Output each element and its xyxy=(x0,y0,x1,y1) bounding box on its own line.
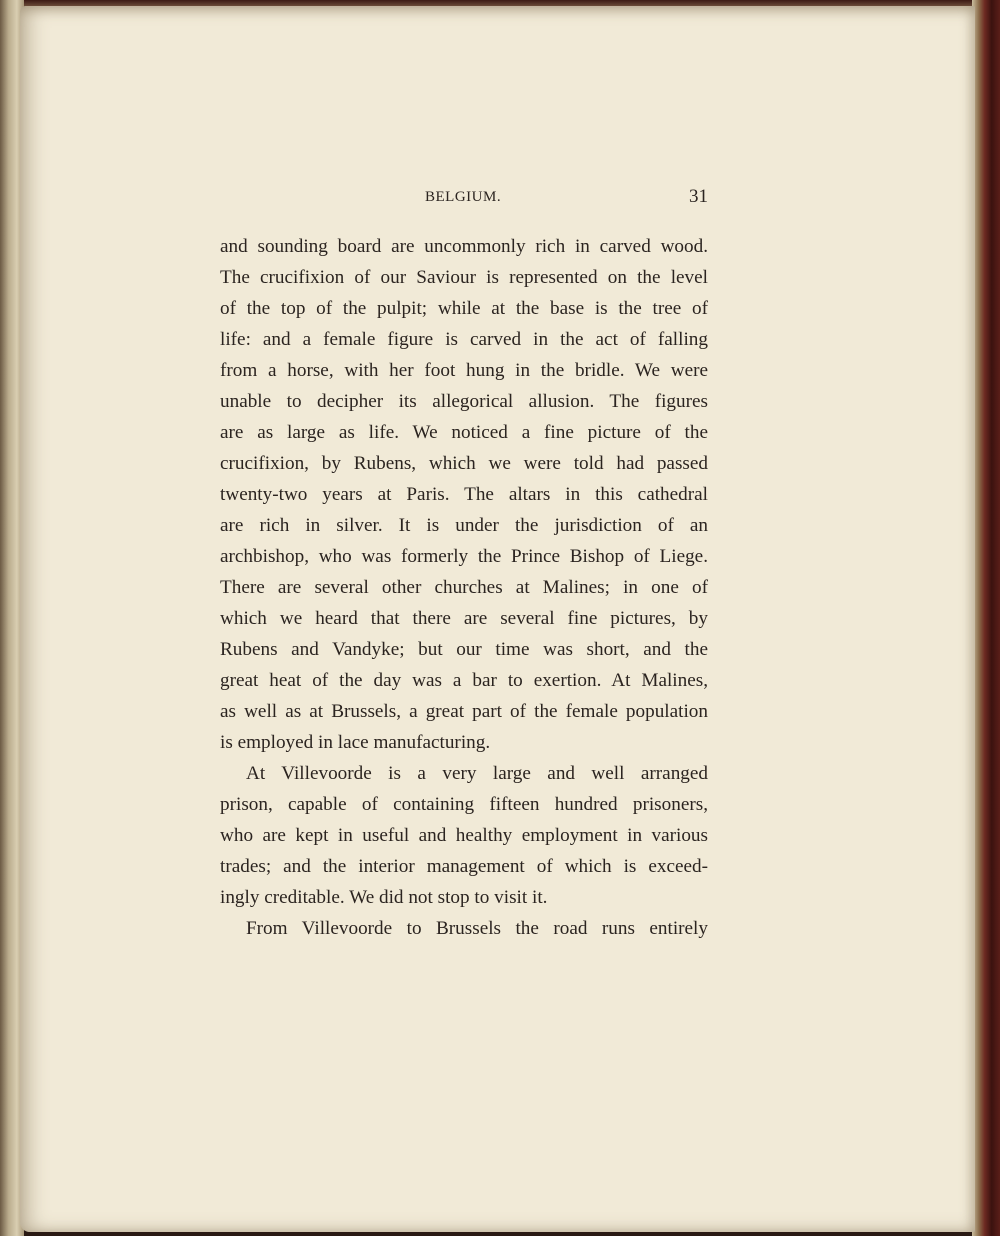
text-line: which we heard that there are several fine pictures, by xyxy=(220,608,708,629)
page-number: 31 xyxy=(689,186,708,207)
text-line: are rich in silver. It is under the jurisdiction of an xyxy=(220,515,708,536)
text-line: from a horse, with her foot hung in the bridle. We were xyxy=(220,360,708,381)
text-line: There are several other churches at Malines; in one of xyxy=(220,577,708,598)
text-line: ingly creditable. We did not stop to visit it. xyxy=(220,887,548,908)
text-line: archbishop, who was formerly the Prince Bishop of Liege. xyxy=(220,546,708,567)
text-line: The crucifixion of our Saviour is represented on the level xyxy=(220,267,708,288)
text-line: trades; and the interior management of which is exceed- xyxy=(220,856,708,877)
text-line: is employed in lace manufacturing. xyxy=(220,732,491,753)
text-line: Rubens and Vandyke; but our time was short, and the xyxy=(220,639,708,660)
text-line: great heat of the day was a bar to exertion. At Malines, xyxy=(220,670,708,691)
text-line: crucifixion, by Rubens, which we were told had passed xyxy=(220,453,708,474)
text-line: From Villevoorde to Brussels the road runs entirely xyxy=(246,918,708,939)
text-line: who are kept in useful and healthy employment in various xyxy=(220,825,708,846)
book-cover-edge xyxy=(972,0,1000,1236)
text-line: as well as at Brussels, a great part of the female population xyxy=(220,701,708,722)
text-line: At Villevoorde is a very large and well arranged xyxy=(246,763,708,784)
text-line: and sounding board are uncommonly rich in carved wood. xyxy=(220,236,708,257)
body-text xyxy=(220,231,708,944)
text-line: twenty-two years at Paris. The altars in this cathedral xyxy=(220,484,708,505)
text-line: prison, capable of containing fifteen hundred prisoners, xyxy=(220,794,708,815)
text-line: unable to decipher its allegorical allusion. The figures xyxy=(220,391,708,412)
running-title: BELGIUM. xyxy=(425,189,502,205)
text-line: are as large as life. We noticed a fine picture of the xyxy=(220,422,708,443)
text-line: life: and a female figure is carved in the act of falling xyxy=(220,329,708,350)
running-head xyxy=(220,186,708,212)
text-line: of the top of the pulpit; while at the base is the tree of xyxy=(220,298,708,319)
